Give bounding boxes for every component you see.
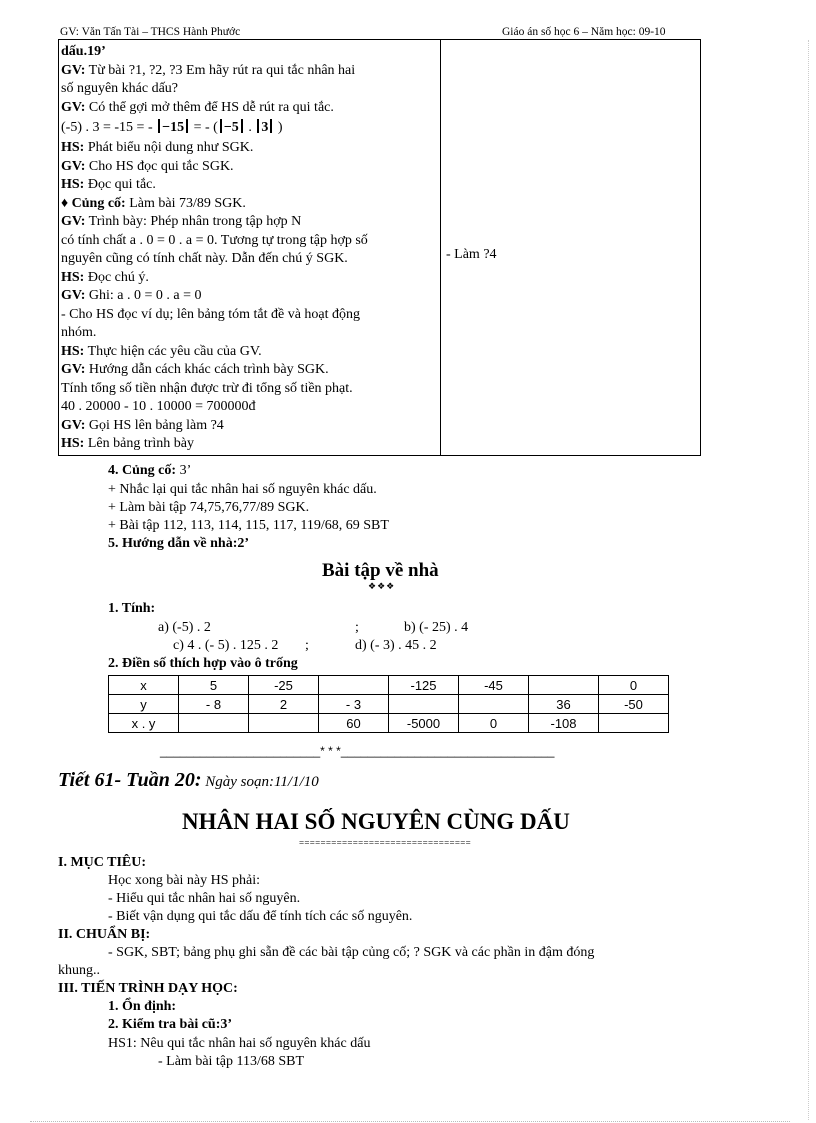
- consolidation-item: + Bài tập 112, 113, 114, 115, 117, 119/68, 69 SBT: [108, 518, 389, 533]
- section-1-line: - Hiểu qui tắc nhân hai số nguyên.: [108, 891, 301, 906]
- table-cell: -5000: [389, 714, 459, 733]
- consolidation-heading: 4. Củng cố: 3’: [108, 463, 192, 478]
- table-cell: [599, 714, 669, 733]
- activity-line: HS: Lên bảng trình bày: [61, 436, 194, 451]
- question-separator: ;: [355, 620, 359, 635]
- activity-line: dấu.19’: [61, 44, 106, 59]
- activity-line: - Cho HS đọc ví dụ; lên bảng tóm tắt đề và hoạt động: [61, 306, 361, 322]
- section-3-title: III. TIẾN TRÌNH DẠY HỌC:: [58, 981, 238, 996]
- activity-line: số nguyên khác dấu?: [61, 81, 179, 96]
- activity-line: Tính tổng số tiền nhận được trừ đi tổng số tiền phạt.: [61, 380, 353, 396]
- table-cell: [459, 695, 529, 714]
- table-cell: 5: [179, 676, 249, 695]
- table-cell: x . y: [109, 714, 179, 733]
- question-1-title: 1. Tính:: [108, 601, 156, 616]
- activity-line: GV: Cho HS đọc qui tắc SGK.: [61, 158, 234, 174]
- section-1-title: I. MỤC TIÊU:: [58, 855, 147, 870]
- header-left: GV: Văn Tấn Tài – THCS Hành Phước: [60, 26, 241, 38]
- formula-line: (-5) . 3 = -15 = - −15 = - ( −5 . 3 ): [61, 120, 283, 135]
- student-activity-text: - Làm ?4: [446, 247, 497, 262]
- activity-line: HS: Thực hiện các yêu cầu của GV.: [61, 343, 262, 359]
- activity-line: nhóm.: [61, 325, 97, 340]
- table-cell: [249, 714, 319, 733]
- section-3-line: - Làm bài tập 113/68 SBT: [158, 1054, 305, 1069]
- table-cell: -50: [599, 695, 669, 714]
- consolidation-item: + Nhắc lại qui tắc nhân hai số nguyên khác dấu.: [108, 482, 377, 497]
- homework-title: Bài tập về nhà: [322, 560, 439, 581]
- question-separator: ;: [305, 638, 309, 653]
- fill-in-table: [108, 675, 669, 733]
- activity-line: HS: Phát biểu nội dung như SGK.: [61, 140, 254, 155]
- activity-line: HS: Đọc qui tắc.: [61, 177, 156, 192]
- section-separator: ________________________* * *________________________________: [160, 744, 555, 758]
- table-cell: 0: [599, 676, 669, 695]
- section-2-title: II. CHUẨN BỊ:: [58, 927, 151, 942]
- ornament-icon: ❖❖❖: [368, 581, 396, 591]
- table-cell: y: [109, 695, 179, 714]
- page-right-edge: [808, 40, 809, 1120]
- section-2-line: - SGK, SBT; bảng phụ ghi sẵn đề các bài tập củng cố; ? SGK và các phần in đậm đóng: [108, 945, 595, 960]
- table-cell: [319, 676, 389, 695]
- lesson-activity-table: [58, 40, 701, 456]
- table-row: [109, 695, 669, 714]
- table-row: [109, 714, 669, 733]
- table-cell: [529, 676, 599, 695]
- table-cell: -25: [249, 676, 319, 695]
- page-bottom-edge: [30, 1121, 790, 1122]
- section-2-line: khung..: [58, 963, 100, 978]
- teacher-activity-column: [61, 43, 433, 454]
- header-right: Giáo án số học 6 – Năm học: 09-10: [502, 26, 666, 38]
- section-3-step: 1. Ổn định:: [108, 999, 177, 1014]
- question-2-title: 2. Điền số thích hợp vào ô trống: [108, 656, 298, 671]
- table-row: [109, 676, 669, 695]
- activity-line: GV: Hướng dẫn cách khác cách trình bày SGK.: [61, 362, 329, 377]
- activity-line: HS: Đọc chú ý.: [61, 269, 149, 285]
- activity-line: GV: Có thể gợi mở thêm để HS dễ rút ra qui tắc.: [61, 99, 334, 115]
- activity-line: GV: Trình bày: Phép nhân trong tập hợp N: [61, 214, 302, 229]
- table-cell: - 3: [319, 695, 389, 714]
- table-cell: [389, 695, 459, 714]
- table-cell: -125: [389, 676, 459, 695]
- activity-line: nguyên cũng có tính chất này. Dẫn đến chú ý SGK.: [61, 251, 348, 266]
- table-cell: x: [109, 676, 179, 695]
- lesson-heading: Tiết 61- Tuần 20: Ngày soạn:11/1/10: [58, 769, 319, 791]
- table-cell: - 8: [179, 695, 249, 714]
- activity-line: ♦ Củng cố: Làm bài 73/89 SGK.: [61, 195, 246, 211]
- section-3-line: HS1: Nêu qui tắc nhân hai số nguyên khác dấu: [108, 1036, 371, 1051]
- title-underline: ================================: [299, 838, 472, 848]
- consolidation-item: + Làm bài tập 74,75,76,77/89 SGK.: [108, 500, 310, 515]
- table-cell: 2: [249, 695, 319, 714]
- question-1b: b) (- 25) . 4: [404, 620, 469, 635]
- activity-line: có tính chất a . 0 = 0 . a = 0. Tương tự trong tập hợp số: [61, 232, 368, 248]
- question-1c: c) 4 . (- 5) . 125 . 2: [173, 638, 279, 653]
- question-1a: a) (-5) . 2: [158, 620, 211, 635]
- table-cell: -108: [529, 714, 599, 733]
- activity-line: GV: Từ bài ?1, ?2, ?3 Em hãy rút ra qui tắc nhân hai: [61, 62, 356, 78]
- activity-line: 40 . 20000 - 10 . 10000 = 700000đ: [61, 399, 256, 414]
- lesson-title: NHÂN HAI SỐ NGUYÊN CÙNG DẤU: [182, 809, 570, 834]
- activity-line: GV: Ghi: a . 0 = 0 . a = 0: [61, 288, 202, 303]
- table-column-divider: [440, 40, 441, 455]
- table-cell: 0: [459, 714, 529, 733]
- section-1-line: Học xong bài này HS phải:: [108, 873, 261, 888]
- table-cell: [179, 714, 249, 733]
- section-1-line: - Biết vận dụng qui tắc dấu để tính tích các số nguyên.: [108, 909, 413, 924]
- question-1d: d) (- 3) . 45 . 2: [355, 638, 437, 653]
- activity-line: GV: Gọi HS lên bảng làm ?4: [61, 417, 224, 433]
- table-cell: 36: [529, 695, 599, 714]
- table-cell: -45: [459, 676, 529, 695]
- section-3-step: 2. Kiểm tra bài cũ:3’: [108, 1017, 233, 1032]
- table-cell: 60: [319, 714, 389, 733]
- homework-guide-heading: 5. Hướng dẫn về nhà:2’: [108, 536, 250, 551]
